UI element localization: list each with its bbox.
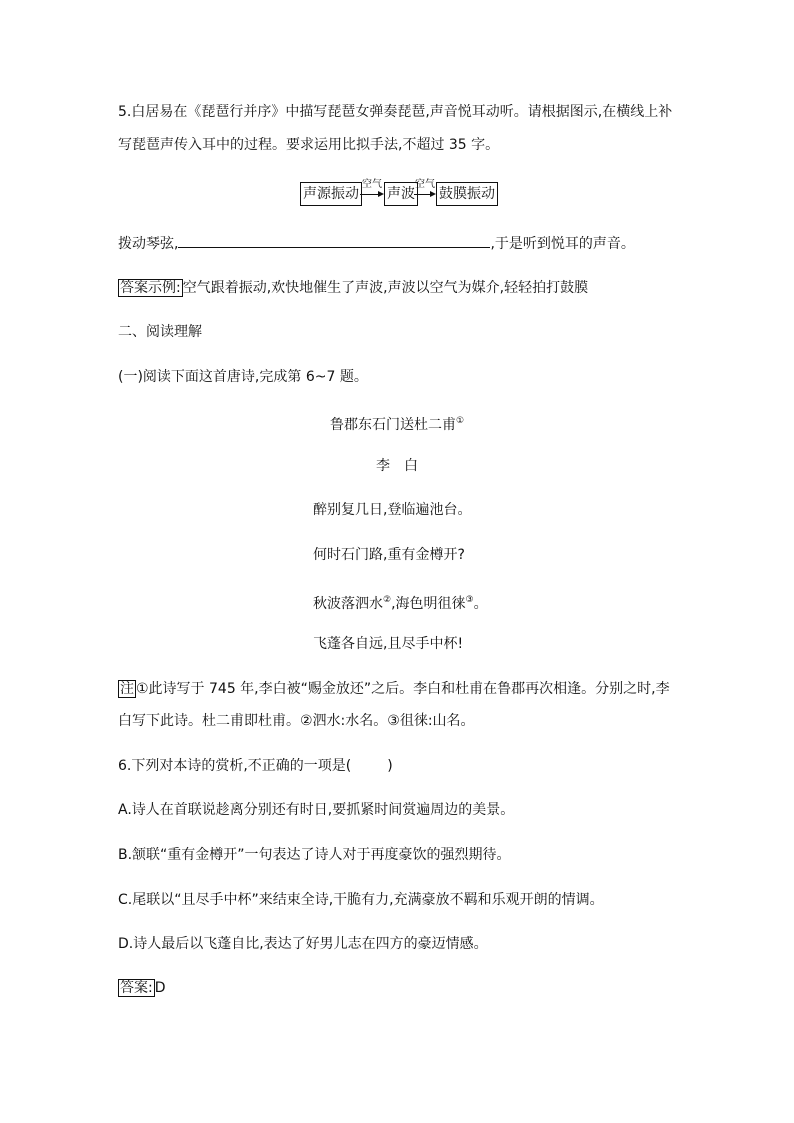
q6-answer [118, 978, 166, 998]
q6-option-b: B.颔联“重有金樽开”一句表达了诗人对于再度豪饮的强烈期待。 [118, 847, 511, 863]
notes-line-2: 白写下此诗。杜二甫即杜甫。②泗水:水名。③徂徕:山名。 [118, 713, 475, 729]
answer-example-text: 空气跟着振动,欢快地催生了声波,声波以空气为媒介,轻轻拍打鼓膜 [182, 280, 589, 296]
q5-stem-line-1: 5.白居易在《琵琶行并序》中描写琵琶女弹奏琵琶,声音悦耳动听。请根据图示,在横线上补 [118, 104, 673, 120]
q5-answer [118, 278, 588, 298]
answer-example-label: 答案示例: [120, 280, 181, 296]
poem-title [0, 411, 794, 435]
fill-suffix: ,于是听到悦耳的声音。 [490, 236, 635, 252]
q5-stem-line-2: 写琵琶声传入耳中的过程。要求运用比拟手法,不超过 35 字。 [118, 137, 500, 153]
q6-answer-label: 答案: [120, 980, 153, 996]
diagram-arrow-2-label: 空气 [415, 179, 435, 190]
poem-line-1: 醉别复几日,登临遍池台。 [313, 502, 472, 518]
poem-title-note: ① [455, 416, 465, 426]
notes-label: 注 [120, 681, 134, 697]
notes-line-1 [118, 679, 670, 699]
q6-option-c: C.尾联以“且尽手中杯”来结束全诗,干脆有力,充满豪放不羁和乐观开朗的情调。 [118, 892, 604, 908]
notes-text-1: ①此诗写于 745 年,李白被“赐金放还”之后。李白和杜甫在鲁郡再次相逢。分别之时,李 [136, 681, 670, 697]
poem-line-3-end: 。 [473, 596, 488, 612]
poem-author: 李 白 [376, 458, 418, 474]
part-intro: (一)阅读下面这首唐诗,完成第 6~7 题。 [118, 369, 368, 385]
q6-stem-suffix: ) [387, 758, 393, 774]
poem-line-3 [313, 590, 488, 614]
diagram-arrow-2 [414, 179, 436, 206]
poem-note-2: ② [383, 595, 392, 605]
poem-line-3-mid: ,海色明徂徕 [391, 596, 466, 612]
poem-note-3: ③ [465, 595, 474, 605]
section-heading: 二、阅读理解 [118, 324, 202, 340]
diagram-box-sound-wave: 声波 [384, 182, 418, 206]
diagram-box-eardrum: 鼓膜振动 [436, 182, 498, 206]
q6-option-a: A.诗人在首联说趁离分别还有时日,要抓紧时间赏遍周边的美景。 [118, 802, 515, 818]
poem-line-2: 何时石门路,重有金樽开? [313, 547, 465, 563]
answer-blank[interactable] [178, 233, 490, 248]
poem-line-4: 飞蓬各自远,且尽手中杯! [313, 636, 464, 652]
diagram-box-sound-source: 声源振动 [300, 182, 362, 206]
poem-line-3-start: 秋波落泗水 [313, 596, 383, 612]
q6-stem [118, 756, 393, 776]
poem-title-text: 鲁郡东石门送杜二甫 [329, 417, 456, 433]
fill-prefix: 拨动琴弦, [118, 236, 179, 252]
q5-fill-line [118, 233, 635, 254]
q6-option-d: D.诗人最后以飞蓬自比,表达了好男儿志在四方的豪迈情感。 [118, 936, 488, 952]
q6-answer-value: D [154, 980, 166, 996]
diagram-arrow-1-label: 空气 [362, 179, 382, 190]
q6-stem-prefix: 6.下列对本诗的赏析,不正确的一项是( [118, 758, 352, 774]
diagram-arrow-1 [360, 179, 384, 206]
